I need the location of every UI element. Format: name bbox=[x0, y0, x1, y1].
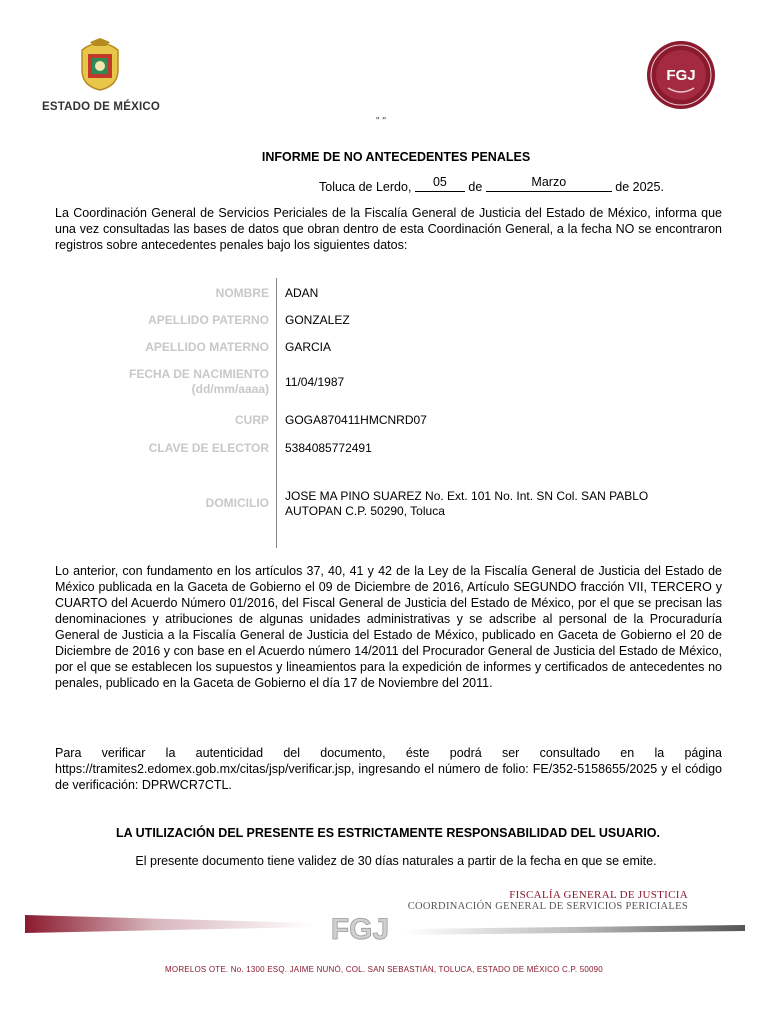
value-clave-elector: 5384085772491 bbox=[285, 441, 372, 455]
seal-text: FGJ bbox=[666, 67, 696, 84]
document-title: INFORME DE NO ANTECEDENTES PENALES bbox=[261, 150, 531, 164]
value-fecha-nacimiento: 11/04/1987 bbox=[285, 375, 345, 389]
label-apellido-materno: APELLIDO MATERNO bbox=[145, 340, 269, 354]
label-domicilio: DOMICILIO bbox=[205, 496, 269, 510]
table-divider bbox=[276, 278, 277, 548]
intro-paragraph: La Coordinación General de Servicios Periciales de la Fiscalía General de Justicia del Estado de México, informa que una vez consultadas las bases de datos que obran dentro de esta Coordinación General, a la fecha NO se encontraron registros sobre antecedentes penales bajo los siguientes datos: bbox=[55, 206, 722, 252]
quote-mark: " " bbox=[376, 116, 386, 127]
footer-band bbox=[25, 905, 745, 955]
label-fecha-nacimiento-format: (dd/mm/aaaa) bbox=[191, 382, 269, 396]
verification-paragraph: Para verificar la autenticidad del documento, éste podrá ser consultado en la página https://tramites2.edomex.gob.mx/citas/jsp/verificar.jsp, ingresando el número de folio: FE/352-5158655/2025 y el código de verificación: DPRWCR7CTL. bbox=[55, 746, 722, 792]
footer-band-left bbox=[25, 915, 315, 933]
footer-org-name: FISCALÍA GENERAL DE JUSTICIA bbox=[509, 889, 688, 901]
estado-de-mexico-coat-of-arms-icon bbox=[72, 36, 128, 92]
label-nombre: NOMBRE bbox=[215, 286, 269, 300]
footer-address: MORELOS OTE. No. 1300 ESQ. JAIME NUNÓ, COL. SAN SEBASTIÁN, TOLUCA, ESTADO DE MÉXICO C.P. 50090 bbox=[165, 965, 603, 974]
value-apellido-paterno: GONZALEZ bbox=[285, 313, 350, 327]
label-fecha-nacimiento: FECHA DE NACIMIENTO bbox=[128, 367, 269, 381]
label-apellido-paterno: APELLIDO PATERNO bbox=[148, 313, 269, 327]
date-prefix: Toluca de Lerdo, bbox=[319, 180, 412, 194]
value-domicilio: JOSE MA PINO SUAREZ No. Ext. 101 No. Int. SN Col. SAN PABLO AUTOPAN C.P. 50290, Toluca bbox=[285, 489, 649, 518]
validity-notice: El presente documento tiene validez de 30 días naturales a partir de la fecha en que se emite. bbox=[135, 854, 657, 868]
date-connector: de bbox=[468, 180, 483, 194]
value-nombre: ADAN bbox=[285, 286, 319, 300]
value-curp: GOGA870411HMCNRD07 bbox=[285, 413, 427, 427]
legal-basis-paragraph: Lo anterior, con fundamento en los artículos 37, 40, 41 y 42 de la Ley de la Fiscalía General de Justicia del Estado de México publicada en la Gaceta de Gobierno el 09 de Diciembre de 2016, Artículo SEGUNDO fracción VII, TERCERO y CUARTO del Acuerdo Número 01/2016, del Fiscal General de Justicia del Estado de México, por el que se precisan las denominaciones y atribuciones de algunas unidades administrativas y se adscribe al personal de la Procuraduría General de Justicia a la Fiscalía General de Justicia del Estado de México, publicado en Gaceta de Gobierno el 20 de Diciembre de 2016 y con base en el Acuerdo número 14/2011 del Procurador General de Justicia del Estado de México, por el que se establecen los supuestos y lineamientos para la expedición de informes y certificados de antecedentes no penales, publicado en la Gaceta de Gobierno el día 17 de Noviembre del 2011. bbox=[55, 564, 722, 690]
fgj-seal-icon bbox=[646, 40, 716, 110]
footer-logo-text: FGJ bbox=[330, 913, 390, 946]
value-apellido-materno: GARCIA bbox=[285, 340, 332, 354]
label-clave-elector: CLAVE DE ELECTOR bbox=[148, 441, 269, 455]
label-curp: CURP bbox=[234, 413, 269, 427]
date-day: 05 bbox=[415, 175, 465, 192]
footer-org-unit: COORDINACIÓN GENERAL DE SERVICIOS PERICIALES bbox=[407, 901, 688, 912]
state-label: ESTADO DE MÉXICO bbox=[42, 101, 160, 113]
responsibility-notice: LA UTILIZACIÓN DEL PRESENTE ES ESTRICTAMENTE RESPONSABILIDAD DEL USUARIO. bbox=[115, 826, 661, 840]
date-suffix: de 2025. bbox=[615, 180, 664, 194]
date-month: Marzo bbox=[486, 175, 612, 192]
date-line bbox=[319, 175, 664, 197]
footer-band-right bbox=[405, 925, 745, 935]
